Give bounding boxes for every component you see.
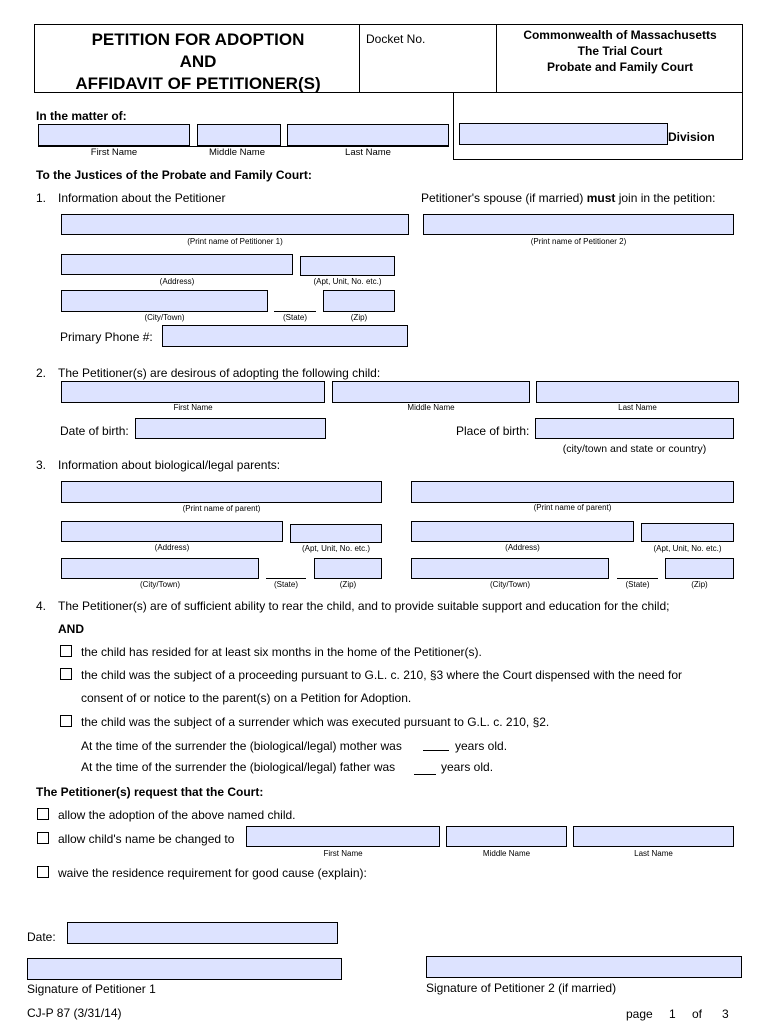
- child-middle-caption: Middle Name: [407, 403, 455, 412]
- request-heading: The Petitioner(s) request that the Court:: [36, 785, 264, 799]
- form-title-line1: PETITION FOR ADOPTION: [91, 30, 305, 49]
- name-change-option: allow child's name be changed to: [58, 832, 235, 846]
- header-divider-3: [453, 92, 454, 160]
- date-label: Date:: [27, 930, 56, 944]
- signature1-label: Signature of Petitioner 1: [27, 982, 156, 996]
- parent2-city-input[interactable]: [411, 558, 609, 579]
- parent1-city-input[interactable]: [61, 558, 259, 579]
- new-first-name-input[interactable]: [246, 826, 440, 847]
- page-number: 1: [669, 1007, 676, 1021]
- mother-age-suffix: years old.: [455, 739, 508, 753]
- matter-label: In the matter of:: [36, 109, 127, 123]
- proceeding-checkbox[interactable]: [60, 668, 72, 680]
- petitioner-state-line[interactable]: [274, 311, 316, 312]
- new-last-name-input[interactable]: [573, 826, 734, 847]
- surrender-checkbox[interactable]: [60, 715, 72, 727]
- header-divider-1: [359, 24, 360, 92]
- s2-number: 2.: [36, 366, 47, 380]
- new-first-caption: First Name: [323, 849, 363, 858]
- proceeding-option-line2: consent of or notice to the parent(s) on a Petition for Adoption.: [81, 691, 412, 705]
- parent1-zip-input[interactable]: [314, 558, 382, 579]
- signature1-input[interactable]: [27, 958, 342, 980]
- phone-input[interactable]: [162, 325, 408, 347]
- father-age-suffix: years old.: [441, 760, 494, 774]
- matter-first-caption: First Name: [90, 147, 138, 158]
- form-title-line2: AND: [179, 52, 217, 71]
- s4-number: 4.: [36, 599, 47, 613]
- court-line3: Probate and Family Court: [546, 60, 694, 74]
- child-last-name-input[interactable]: [536, 381, 739, 403]
- parent2-zip-caption: (Zip): [691, 580, 708, 589]
- date-input[interactable]: [67, 922, 338, 944]
- child-first-name-input[interactable]: [61, 381, 325, 403]
- petitioner-apt-input[interactable]: [300, 256, 395, 276]
- petitioner2-name-input[interactable]: [423, 214, 734, 235]
- parent1-address-input[interactable]: [61, 521, 283, 542]
- s3-label: Information about biological/legal parents:: [58, 458, 281, 472]
- surrender-option: the child was the subject of a surrender which was executed pursuant to G.L. c. 210, §2.: [81, 715, 550, 729]
- new-last-caption: Last Name: [634, 849, 673, 858]
- allow-adoption-option: allow the adoption of the above named child.: [58, 808, 296, 822]
- header-divider-2: [496, 24, 497, 92]
- form-number: CJ-P 87 (3/31/14): [27, 1006, 122, 1020]
- header-border-top: [34, 24, 743, 25]
- petitioner2-name-caption: (Print name of Petitioner 2): [530, 237, 627, 246]
- pob-input[interactable]: [535, 418, 734, 439]
- dob-input[interactable]: [135, 418, 326, 439]
- signature2-input[interactable]: [426, 956, 742, 978]
- residence-option: the child has resided for at least six months in the home of the Petitioner(s).: [81, 645, 482, 659]
- header-border-bottom: [453, 159, 743, 160]
- header-border-left: [34, 24, 35, 92]
- docket-label: Docket No.: [366, 32, 426, 46]
- s1-number: 1.: [36, 191, 47, 205]
- s3-number: 3.: [36, 458, 47, 472]
- parent2-city-caption: (City/Town): [489, 580, 530, 589]
- of-label: of: [692, 1007, 703, 1021]
- s1-label: Information about the Petitioner: [58, 191, 226, 205]
- waive-residence-checkbox[interactable]: [37, 866, 49, 878]
- new-middle-caption: Middle Name: [482, 849, 531, 858]
- father-age-label: At the time of the surrender the (biological/legal) father was: [81, 760, 396, 774]
- father-age-line[interactable]: [414, 774, 436, 775]
- parent1-apt-input[interactable]: [290, 524, 382, 543]
- child-last-caption: Last Name: [618, 403, 657, 412]
- parent2-name-input[interactable]: [411, 481, 734, 503]
- pob-hint: (city/town and state or country): [562, 443, 707, 455]
- page-total: 3: [722, 1007, 729, 1021]
- petitioner-state-caption: (State): [282, 313, 307, 322]
- parent1-apt-caption: (Apt, Unit, No. etc.): [301, 544, 371, 553]
- parent2-apt-caption: (Apt, Unit, No. etc.): [653, 544, 722, 553]
- court-line1: Commonwealth of Massachusetts: [523, 28, 717, 42]
- proceeding-option-line1: the child was the subject of a proceeding pursuant to G.L. c. 210, §3 where the Court dispensed with the need for: [81, 668, 683, 682]
- petitioner-city-caption: (City/Town): [144, 313, 185, 322]
- page-label: page: [626, 1007, 653, 1021]
- petitioner-address-caption: (Address): [159, 277, 195, 286]
- matter-last-name-input[interactable]: [287, 124, 449, 146]
- matter-middle-name-input[interactable]: [197, 124, 281, 146]
- petitioner1-name-caption: (Print name of Petitioner 1): [187, 237, 283, 246]
- parent1-zip-caption: (Zip): [339, 580, 357, 589]
- matter-first-name-input[interactable]: [38, 124, 190, 146]
- new-middle-name-input[interactable]: [446, 826, 567, 847]
- parent2-zip-input[interactable]: [665, 558, 734, 579]
- waive-residence-option: waive the residence requirement for good cause (explain):: [58, 866, 367, 880]
- division-input[interactable]: [459, 123, 668, 145]
- s1-spouse-note: Petitioner's spouse (if married) must join in the petition:: [421, 191, 716, 205]
- signature2-label: Signature of Petitioner 2 (if married): [426, 981, 617, 995]
- parent2-name-caption: (Print name of parent): [533, 503, 612, 512]
- parent1-city-caption: (City/Town): [139, 580, 180, 589]
- s2-label: The Petitioner(s) are desirous of adopting the following child:: [58, 366, 381, 380]
- s4-label: The Petitioner(s) are of sufficient ability to rear the child, and to provide suitable support and education for the child;: [58, 599, 670, 613]
- pob-label: Place of birth:: [456, 424, 530, 438]
- petitioner-zip-caption: (Zip): [350, 313, 368, 322]
- parent2-address-input[interactable]: [411, 521, 634, 542]
- name-change-checkbox[interactable]: [37, 832, 49, 844]
- matter-last-caption: Last Name: [345, 147, 391, 158]
- allow-adoption-checkbox[interactable]: [37, 808, 49, 820]
- court-line2: The Trial Court: [577, 44, 663, 58]
- child-first-caption: First Name: [173, 403, 213, 412]
- parent2-address-caption: (Address): [505, 543, 540, 552]
- parent1-name-input[interactable]: [61, 481, 382, 503]
- matter-middle-caption: Middle Name: [209, 147, 265, 158]
- parent1-name-caption: (Print name of parent): [182, 504, 261, 513]
- parent1-address-caption: (Address): [154, 543, 190, 552]
- mother-age-label: At the time of the surrender the (biological/legal) mother was: [81, 739, 402, 753]
- petitioner1-name-input[interactable]: [61, 214, 409, 235]
- parent2-state-line[interactable]: [617, 578, 658, 579]
- dob-label: Date of birth:: [60, 424, 129, 438]
- phone-label: Primary Phone #:: [60, 330, 153, 344]
- parent2-apt-input[interactable]: [641, 523, 734, 542]
- parent1-state-line[interactable]: [266, 578, 306, 579]
- division-label: Division: [668, 130, 715, 144]
- petitioner-city-input[interactable]: [61, 290, 268, 312]
- residence-checkbox[interactable]: [60, 645, 72, 657]
- petitioner-apt-caption: (Apt, Unit, No. etc.): [313, 277, 382, 286]
- parent2-state-caption: (State): [625, 580, 650, 589]
- form-title-line3: AFFIDAVIT OF PETITIONER(S): [75, 74, 321, 93]
- mother-age-line[interactable]: [423, 750, 449, 751]
- parent1-state-caption: (State): [273, 580, 298, 589]
- child-middle-name-input[interactable]: [332, 381, 530, 403]
- intro-heading: To the Justices of the Probate and Family Court:: [36, 168, 312, 182]
- s4-and: AND: [58, 622, 84, 636]
- petitioner-zip-input[interactable]: [323, 290, 395, 312]
- petitioner-address-input[interactable]: [61, 254, 293, 275]
